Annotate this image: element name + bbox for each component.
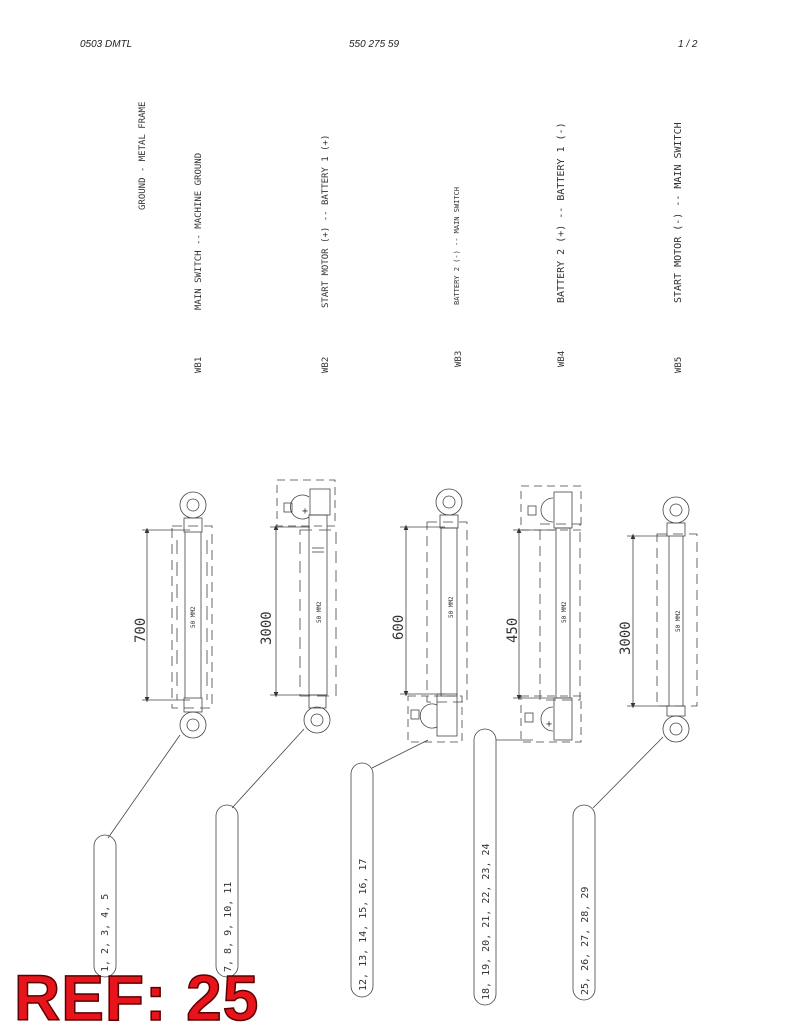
- cable-4-refs: 18, 19, 20, 21, 22, 23, 24: [481, 843, 492, 1000]
- cable-3-section: 50 MM2: [448, 596, 455, 618]
- cable-1-length: 700: [133, 617, 149, 643]
- wb2-id: WB2: [321, 356, 331, 373]
- cable-2-section: 50 MM2: [316, 601, 323, 623]
- wb5-desc: START MOTOR (-) -- MAIN SWITCH: [673, 122, 684, 303]
- wb1-desc: MAIN SWITCH -- MACHINE GROUND: [194, 152, 204, 310]
- cable-5-length: 3000: [618, 621, 634, 655]
- wb3-id: WB3: [454, 350, 464, 367]
- cable-2-refs: 7, 8, 9, 10, 11: [223, 881, 234, 972]
- cable-wb2: [216, 480, 336, 977]
- ref-stamp: REF: 25: [14, 962, 260, 1034]
- wb1-id: WB1: [194, 356, 204, 373]
- svg-text:+: +: [302, 506, 309, 517]
- svg-text:+: +: [546, 719, 553, 730]
- cable-5-section: 50 MM2: [675, 610, 682, 632]
- cable-wb5: [573, 497, 697, 1000]
- cable-3-length: 600: [391, 614, 407, 640]
- wb4-desc: BATTERY 2 (+) -- BATTERY 1 (-): [556, 122, 567, 303]
- cable-1-refs: 1, 2, 3, 4, 5: [100, 893, 111, 972]
- cable-wb1: [94, 492, 212, 977]
- wb5-id: WB5: [674, 356, 684, 373]
- page-number: 1 / 2: [678, 39, 698, 50]
- cable-4-length: 450: [505, 617, 521, 643]
- wb4-id: WB4: [557, 350, 567, 367]
- cable-2-length: 3000: [259, 611, 275, 645]
- doc-code: 0503 DMTL: [80, 39, 133, 50]
- wb3-desc: BATTERY 2 (-) -- MAIN SWITCH: [453, 186, 461, 305]
- part-number: 550 275 59: [349, 39, 400, 50]
- cable-3-refs: 12, 13, 14, 15, 16, 17: [358, 858, 369, 991]
- cable-5-refs: 25, 26, 27, 28, 29: [580, 886, 591, 995]
- cable-4-section: 50 MM2: [561, 601, 568, 623]
- wb2-desc: START MOTOR (+) -- BATTERY 1 (+): [321, 134, 331, 308]
- ground-desc: GROUND - METAL FRAME: [138, 101, 148, 210]
- cable-1-section: 50 MM2: [190, 606, 197, 628]
